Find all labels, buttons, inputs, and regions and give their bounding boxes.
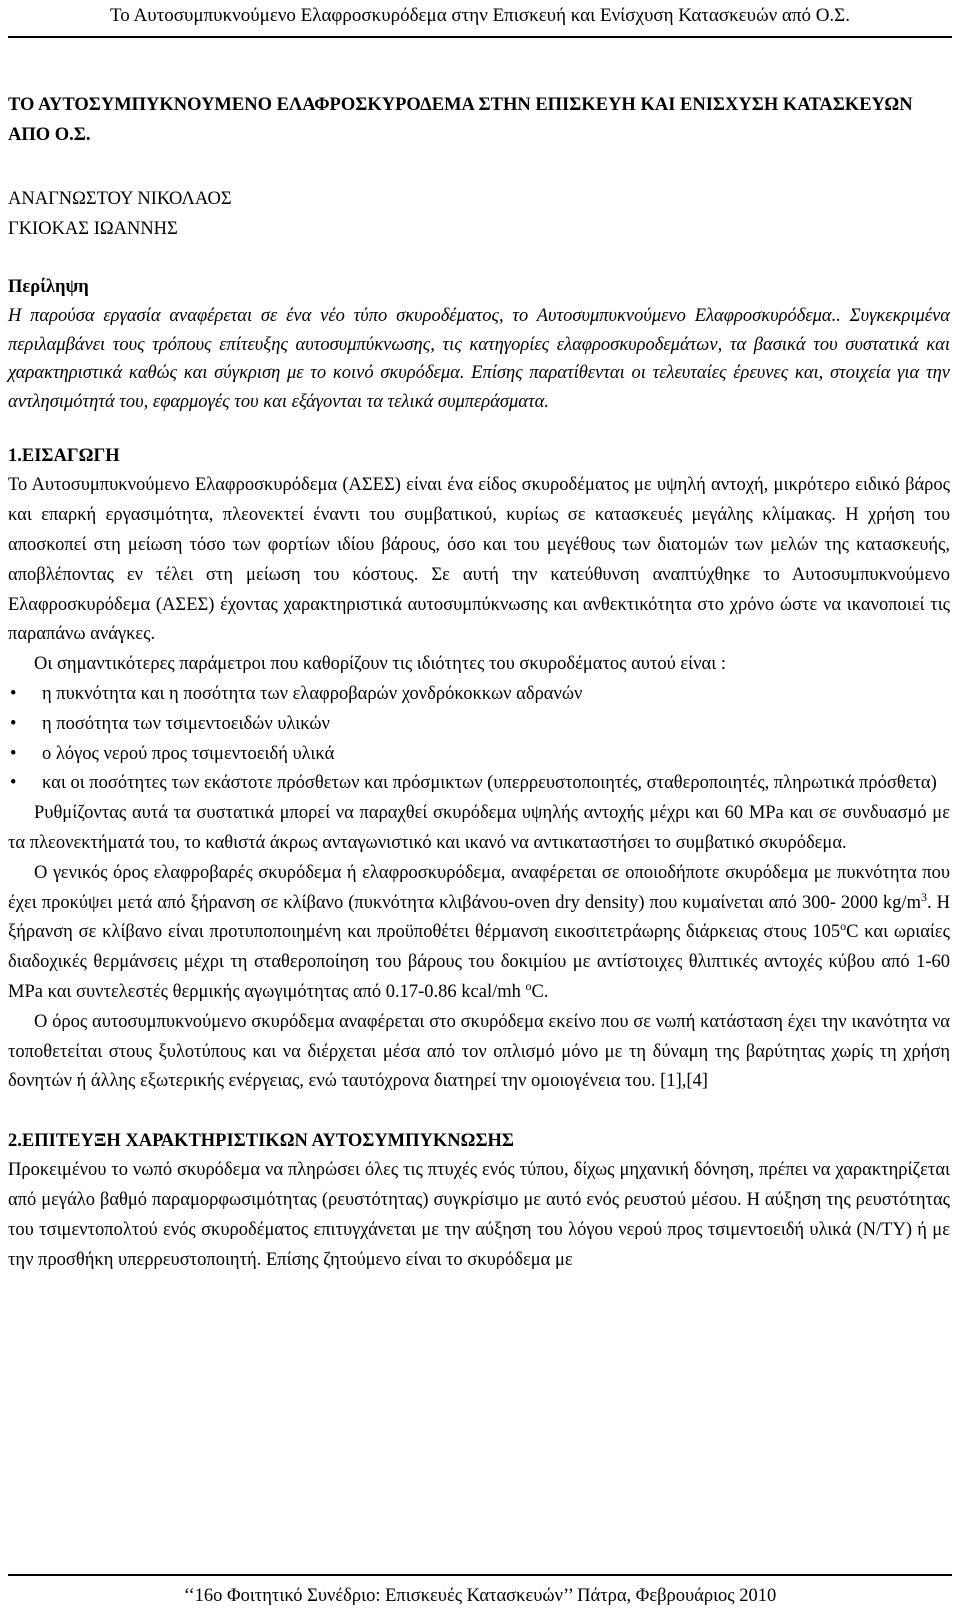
list-item-text: και οι ποσότητες των εκάστοτε πρόσθετων και πρόσμικτων (υπερρευστοποιητές, σταθεροποιητές, πληρωτικά πρόσθετα) <box>42 773 937 794</box>
bullet-icon: • <box>10 683 17 704</box>
list-item-text: η πυκνότητα και η ποσότητα των ελαφροβαρών χονδρόκοκκων αδρανών <box>42 683 583 704</box>
running-footer: ‘‘16ο Φοιτητικό Συνέδριο: Επισκευές Κατασκευών’’ Πάτρα, Φεβρουάριος 2010 <box>183 1586 777 1606</box>
intro-paragraph-4 <box>8 859 950 1008</box>
header-rule <box>8 36 952 38</box>
bullet-icon: • <box>10 743 17 764</box>
list-item <box>8 710 950 740</box>
section-heading-introduction: 1.ΕΙΣΑΓΩΓΗ <box>8 446 120 467</box>
intro-paragraph-3: Ρυθμίζοντας αυτά τα συστατικά μπορεί να παραχθεί σκυρόδεμα υψηλής αντοχής μέχρι και 60 MPa και σε συνδυασμό με τα πλεονεκτήματά του, το καθιστά άκρως ανταγωνιστικό και ικανό να αντικαταστήσει το συμβατικό σκυρόδεμα. <box>8 803 950 853</box>
section-heading-self-compaction: 2.ΕΠΙΤΕΥΞΗ ΧΑΡΑΚΤΗΡΙΣΤΙΚΩΝ ΑΥΤΟΣΥΜΠΥΚΝΩΣΗΣ <box>8 1131 515 1152</box>
intro-paragraph-2: Οι σημαντικότερες παράμετροι που καθορίζουν τις ιδιότητες του σκυροδέματος αυτού είναι : <box>34 654 726 675</box>
p4-text-d: C. <box>531 981 549 1002</box>
author-list <box>8 184 950 244</box>
p4-text-b: . Η ξήρανση σε κλίβανο είναι προτυποποιημένη και προϋποθέτει θέρμανση εικοσιτετράωρης διάρκειας στους 105 <box>8 892 950 943</box>
running-header: Το Αυτοσυμπυκνούμενο Ελαφροσκυρόδεμα στην Επισκευή και Ενίσχυση Κατασκευών από Ο.Σ. <box>109 5 850 26</box>
page-content <box>8 90 950 1275</box>
author-name: ΓΚΙΟΚΑΣ ΙΩΑΝΝΗΣ <box>8 219 178 239</box>
bullet-icon: • <box>10 713 17 734</box>
section2-paragraph-1: Προκειμένου το νωπό σκυρόδεμα να πληρώσει όλες τις πτυχές ενός τύπου, δίχως μηχανική δόνηση, πρέπει να χαρακτηρίζεται από μεγάλο βαθμό παραμορφωσιμότητας (ρευστότητας) συγκρίσιμο με αυτό ενός ρευστού μέσου. Η αύξηση της ρευστότητας του τσιμεντοπολτού ενός σκυροδέματος επιτυγχάνεται με την αύξηση του λόγου νερού προς τσιμεντοειδή υλικά (Ν/ΤΥ) ή με την προσθήκη υπερρευστοποιητή. Επίσης ζητούμενο είναι το σκυρόδεμα με <box>8 1160 950 1270</box>
footer-rule <box>8 1574 952 1576</box>
intro-paragraph-1: Το Αυτοσυμπυκνούμενο Ελαφροσκυρόδεμα (ΑΣΕΣ) είναι ένα είδος σκυροδέματος με υψηλή αντοχή, μικρότερο ειδικό βάρος και επαρκή εργασιμότητα, πλεονεκτεί έναντι του συμβατικού, κυρίως σε κατασκευές μεγάλης κλίμακας. Η χρήση του αποσκοπεί στη μείωση τόσο των φορτίων ιδίου βάρους, όσο και του μεγέθους των διατομών των μελών της κατασκευής, αποβλέποντας εν τέλει στη μείωση του κόστους. Σε αυτή την κατεύθυνση αναπτύχθηκε το Αυτοσυμπυκνούμενο Ελαφροσκυρόδεμα (ΑΣΕΣ) έχοντας χαρακτηριστικά αυτοσυμπύκνωσης και ανθεκτικότητα στο χρόνο ώστε να ικανοποιεί τις παραπάνω ανάγκες. <box>8 475 950 645</box>
list-item-text: η ποσότητα των τσιμεντοειδών υλικών <box>42 713 330 734</box>
p4-text-a: Ο γενικός όρος ελαφροβαρές σκυρόδεμα ή ελαφροσκυρόδεμα, αναφέρεται σε οποιοδήποτε σκυρόδεμα με πυκνότητα που έχει προκύψει μετά από ξήρανση σε κλίβανο (πυκνότητα κλιβάνου-oven dry density) που κυμαίνεται από 300- 2000 kg/m <box>8 862 950 913</box>
p4-text-c: C και ωριαίες διαδοχικές θερμάνσεις μέχρι τη σταθεροποίηση του βάρους του δοκιμίου με αντίστοιχες θλιπτικές αντοχές κύβου από 1-60 MPa και συντελεστές θερμικής αγωγιμότητας από 0.17-0.86 kcal/mh <box>8 922 950 1002</box>
bullet-icon: • <box>10 773 17 794</box>
p4-superscript-degree: o <box>525 978 532 993</box>
p4-superscript-degree: o <box>840 919 847 934</box>
author-name: ΑΝΑΓΝΩΣΤΟΥ ΝΙΚΟΛΑΟΣ <box>8 189 232 209</box>
list-item-text: ο λόγος νερού προς τσιμεντοειδή υλικά <box>42 743 335 764</box>
paper-title: ΤΟ ΑΥΤΟΣΥΜΠΥΚΝΟΥΜΕΝΟ ΕΛΑΦΡΟΣΚΥΡΟΔΕΜΑ ΣΤΗΝ ΕΠΙΣΚΕΥΗ ΚΑΙ ΕΝΙΣΧΥΣΗ ΚΑΤΑΣΚΕΥΩΝ ΑΠΟ Ο.Σ. <box>8 95 913 145</box>
list-item <box>8 680 950 710</box>
list-item <box>8 769 950 799</box>
parameter-list <box>8 680 950 799</box>
abstract-heading: Περίληψη <box>8 277 89 297</box>
list-item <box>8 740 950 770</box>
p4-superscript-cubed: 3 <box>920 889 927 904</box>
abstract-text: Η παρούσα εργασία αναφέρεται σε ένα νέο τύπο σκυροδέματος, το Αυτοσυμπυκνούμενο Ελαφροσκυρόδεμα.. Συγκεκριμένα περιλαμβάνει τους τρόπους επίτευξης αυτοσυμπύκνωσης, τις κατηγορίες ελαφροσκυροδεμάτων, τα βασικά του συστατικά και χαρακτηριστικά καθώς και σύγκριση με το κοινό σκυρόδεμα. Επίσης παρατίθενται οι τελευταίες έρευνες και, στοιχεία για την αντλησιμότητά του, εφαρμογές του και εξάγονται τα τελικά συμπεράσματα. <box>8 306 950 412</box>
intro-paragraph-5: Ο όρος αυτοσυμπυκνούμενο σκυρόδεμα αναφέρεται στο σκυρόδεμα εκείνο που σε νωπή κατάσταση έχει την ικανότητα να τοποθετείται στους ξυλοτύπους και να διέρχεται μέσα από τον οπλισμό μόνο με τη δύναμη της βαρύτητας χωρίς τη χρήση δονητών ή άλλης εξωτερικής ενέργειας, ενώ ταυτόχρονα διατηρεί την ομοιογένεια του. [1],[4] <box>8 1011 950 1092</box>
